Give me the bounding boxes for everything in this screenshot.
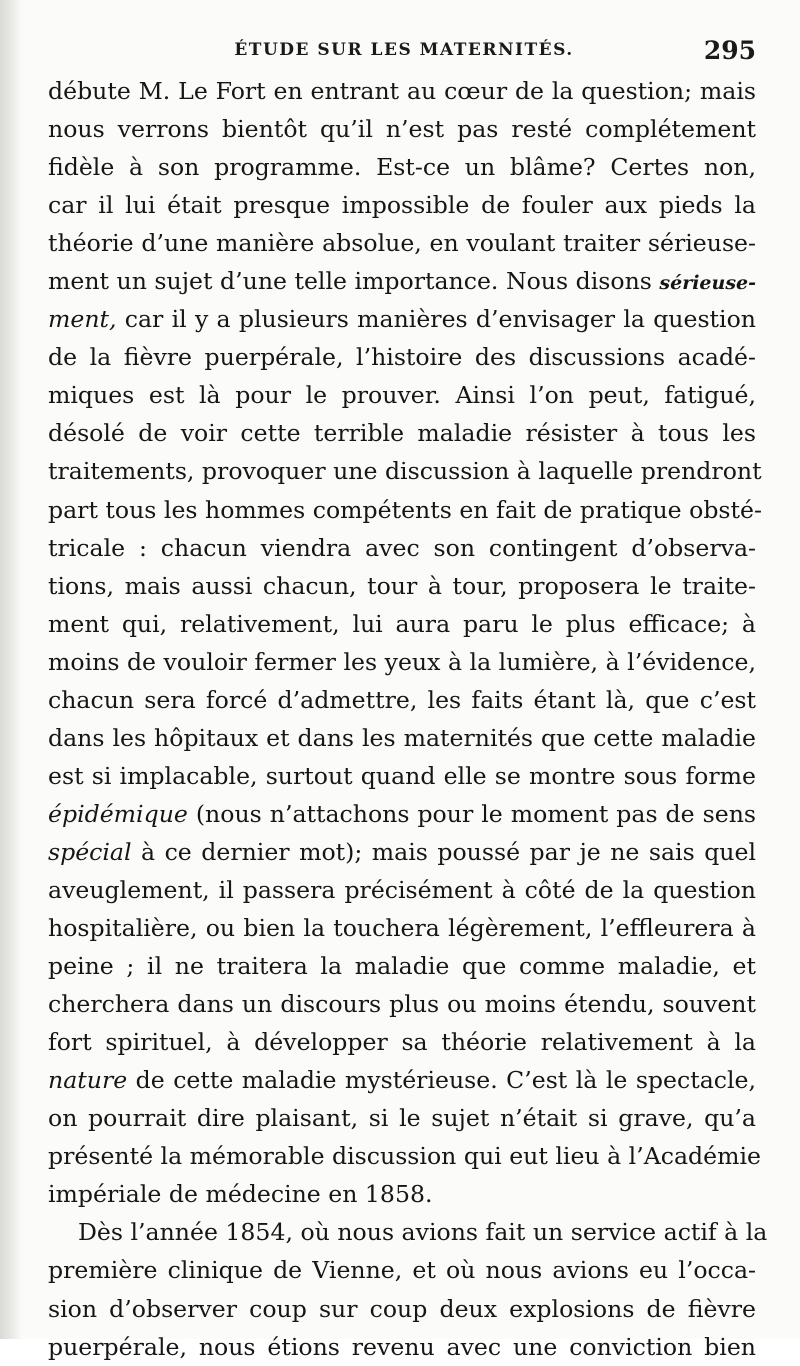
text-line: est si implacable, surtout quand elle se montre sous forme xyxy=(48,761,756,790)
italic-run: épidémique xyxy=(48,799,188,828)
text-line: hospitalière, ou bien la touchera légèrement, l’effleurera à xyxy=(48,914,756,943)
text-line: de la fièvre puerpérale, l’histoire des discussions acadé- xyxy=(48,343,756,372)
text-line: tions, mais aussi chacun, tour à tour, proposera le traite- xyxy=(48,571,756,600)
text-line xyxy=(48,1061,756,1099)
text-run: (nous n’attachons pour le moment pas de sens xyxy=(187,799,756,828)
text-line: ment qui, relativement, lui aura paru le plus efficace; à xyxy=(48,609,756,638)
paragraph-start-line: Dès l’année 1854, où nous avions fait un service actif à la xyxy=(78,1218,768,1247)
text-line: moins de vouloir fermer les yeux à la lumière, à l’évidence, xyxy=(48,647,756,676)
italic-run: sérieuse- xyxy=(659,272,756,295)
italic-run: ment, xyxy=(48,305,117,334)
text-run: à ce dernier mot); mais poussé par je ne sais quel xyxy=(131,837,756,866)
text-line: peine ; il ne traitera la maladie que comme maladie, et xyxy=(48,952,756,981)
text-line: impériale de médecine en 1858. xyxy=(48,1180,433,1209)
text-line xyxy=(48,833,756,871)
text-line: sion d’observer coup sur coup deux explosions de fièvre xyxy=(48,1294,756,1323)
text-line: puerpérale, nous étions revenu avec une conviction bien xyxy=(48,1332,756,1361)
running-title: ÉTUDE SUR LES MATERNITÉS. xyxy=(234,40,574,60)
text-line: part tous les hommes compétents en fait de pratique obsté- xyxy=(48,495,762,524)
text-line: miques est là pour le prouver. Ainsi l’on peut, fatigué, xyxy=(48,381,756,410)
text-line: tricale : chacun viendra avec son contingent d’observa- xyxy=(48,533,756,562)
text-line: on pourrait dire plaisant, si le sujet n’était si grave, qu’a xyxy=(48,1104,756,1133)
page-gutter-shadow xyxy=(0,0,22,1339)
text-run: ment un sujet d’une telle importance. Nous disons xyxy=(48,267,660,296)
text-line: désolé de voir cette terrible maladie résister à tous les xyxy=(48,419,756,448)
text-line: fidèle à son programme. Est-ce un blâme? Certes non, xyxy=(48,153,756,182)
text-line: chacun sera forcé d’admettre, les faits étant là, que c’est xyxy=(48,685,756,714)
text-run: de cette maladie mystérieuse. C’est là le spectacle, xyxy=(127,1066,756,1095)
text-line: première clinique de Vienne, et où nous avions eu l’occa- xyxy=(48,1256,756,1285)
text-line: cherchera dans un discours plus ou moins étendu, souvent xyxy=(48,990,756,1019)
text-line xyxy=(48,262,756,300)
italic-run: spécial xyxy=(48,837,132,866)
page-header xyxy=(48,34,760,74)
text-line xyxy=(48,795,756,833)
text-line: théorie d’une manière absolue, en voulant traiter sérieuse- xyxy=(48,229,756,258)
text-line: dans les hôpitaux et dans les maternités que cette maladie xyxy=(48,723,756,752)
text-run: car il y a plusieurs manières d’envisager la question xyxy=(116,305,756,334)
text-line: aveuglement, il passera précisément à côté de la question xyxy=(48,875,756,904)
text-line xyxy=(48,300,756,338)
text-line: car il lui était presque impossible de fouler aux pieds la xyxy=(48,191,756,220)
text-line: traitements, provoquer une discussion à laquelle prendront xyxy=(48,457,762,486)
text-line: fort spirituel, à développer sa théorie relativement à la xyxy=(48,1028,756,1057)
body-text xyxy=(48,72,768,1366)
text-line: débute M. Le Fort en entrant au cœur de la question; mais xyxy=(48,77,756,105)
italic-run: nature xyxy=(48,1066,128,1095)
text-line: présenté la mémorable discussion qui eut lieu à l’Académie xyxy=(48,1142,761,1171)
text-line: nous verrons bientôt qu’il n’est pas resté complétement xyxy=(48,115,756,144)
page-number: 295 xyxy=(703,36,756,65)
